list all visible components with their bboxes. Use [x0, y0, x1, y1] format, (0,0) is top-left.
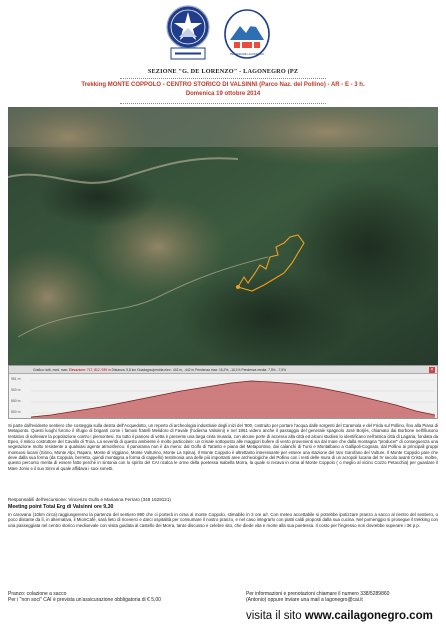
profile-chart — [31, 375, 435, 418]
elevation-profile — [8, 365, 438, 419]
profile-y-label: 800 m — [11, 410, 21, 414]
divider-top — [120, 78, 326, 79]
cai-logo — [165, 4, 211, 62]
divider-bottom — [120, 103, 326, 104]
close-icon[interactable]: × — [430, 367, 434, 373]
program-text: In carovana (10km circa) raggiungeremo la partenza del sentiero 990 che ci porterà in cima al monte Coppolo, stimabile in 3 ore a/r. Con meteo accettabile si potrebbe ipotizzare pranzo a sacco al rientro del sentiero, o poco distante da lì, in alternativa, il MionCafè, sarà lieto di riceverci e darci ospitalità per consumare il nostro pranzo, e nel caso integrarlo con piatti caldi proposti dalla sua cucina. Nel pomeriggio si prosegue il trekking con una passeggiata nel centro storico medioevale con visita guidata al castello dei Morra, tanto discusso e celebre sito, che diede vita e morte alla sua poetessa. Il costo per l'ingresso non dovrebbe superare i 3€ p.p. — [8, 512, 438, 528]
meeting-point: Meeting point Total Erg di Valsinni ore 9,30 — [8, 504, 114, 510]
lunch-info — [8, 591, 161, 603]
visit-prefix: visita il sito — [246, 610, 305, 622]
description-paragraph: Si parte dall'evidente sentiero che costeggia sulla destra dell'Acquedotto, un reperto di archeologia industriale degli inizi del '900, costruito per portare l'acqua dalle sorgenti del Caramola e del Frida sul Pollino, fino alla Piana di Metaponto. Questi luoghi furono il rifugio di briganti come i famosi fratelli Melidoro di Favale (l'odierna Valsinni) e nel 1861 videro anche il passaggio del generale spagnolo José Borjès, chiamato dai Borbone nell'illusorio tentativo di sollevare la popolazione contro i piemontesi. Su tutto il pianoro di vetta è presente una larga cinta muraria, con alcune porte di accesso alla città ed alcuni studiosi lo identificano nell'antica città di Lagaria, fondata da Epeo, il mitico costruttore del Cavallo di Troia. La severità di questo ambiente è molto particolare: un crinale sottoposto alle maggiori bufere di vento provenienti sia dal mare che dalla montagna "producer" di conseguenza una vegetazione molto resistente a qualsiasi agente atmosferico. Il panorama non è da meno: dal Golfo di Taranto e piana del Metapontino, dai calanchi di Tursi e Montalbano a Gallipoli-Cognato, dal Pollino ai principali gruppi montuosi lucani (Sirino, Monte Alpi, Raparo, Monte di Viggiano, Monte Volturino, Monte La Spina). Il Monte Coppolo è altrettanto interessante per essere una stazione del raro Garofano del Vulture. Il Monte Coppolo pare che deve dalla sua forma (da Coppula, berretto, quindi montagna a forma di cappello) testimonia una delle più importanti aree archeologiche del Pollino con i resti delle mura di un acropoli lucana del IV secolo avanti Cristo. Inoltre, questo percorso merita di essere fatto perché in sintonia con lo spirito del CAI ricalca le orme della poetessa Isabella Morra, la quale si recava in cima al Monte Coppolo ( o meglio al vicino Cozzo Petacchia) per guardare il Mare Jonio e il suo Sinni al quale affidava i suoi sonetti. — [8, 423, 438, 471]
profile-toolbar — [9, 366, 437, 374]
insurance-line: Per i "non soci" CAI è prevista un'assicurazione obbligatoria di € 5,00 — [8, 597, 161, 604]
contact-line-mail: (Antonio) oppure inviare una mail a lagonegro@cai.it — [246, 597, 363, 604]
section-logo — [222, 6, 272, 64]
contact-line-phone: Per informazioni e prenotazioni chiamare il numero 338/5289860 — [246, 591, 390, 597]
responsibles: Responsabili dell'escursione: Vincenzo Gullo e Marianna Ferraro (348 1629121) — [8, 497, 171, 502]
profile-y-label: 951 m — [11, 377, 21, 381]
website-banner — [246, 610, 433, 622]
section-logo-text: PER ANDARE LAGONEGRO — [229, 53, 265, 56]
profile-y-label: 850 m — [11, 399, 21, 403]
profile-elevation-readout: Elevazione: 717, 812, 939 m — [68, 368, 111, 372]
satellite-map — [8, 107, 438, 365]
section-title: SEZIONE "G. DE LORENZO" - LAGONEGRO (PZ — [147, 68, 299, 75]
profile-y-label: 900 m — [11, 388, 21, 392]
description-text — [8, 423, 438, 471]
website-link[interactable]: www.cailagonegro.com — [304, 610, 433, 622]
trek-date: Domenica 19 ottobre 2014 — [185, 91, 261, 97]
contact-info — [246, 591, 442, 603]
profile-stats: Distanza: 9,8 km Guadagno/perdita elev.: 442 m, -442 m Pendenza max: 16,2%, -16,1% Pendenza media: 7,5%, -7,5% — [110, 368, 287, 372]
lunch-line: Pranzo: colazione a sacco — [8, 591, 67, 597]
profile-toolbar-prefix: Grafico: tutti, med. max: — [33, 368, 69, 372]
trek-title: Trekking MONTE COPPOLO - CENTRO STORICO DI VALSINNI (Parco Naz. del Pollino) - AR - E - 3 h. — [81, 82, 365, 88]
